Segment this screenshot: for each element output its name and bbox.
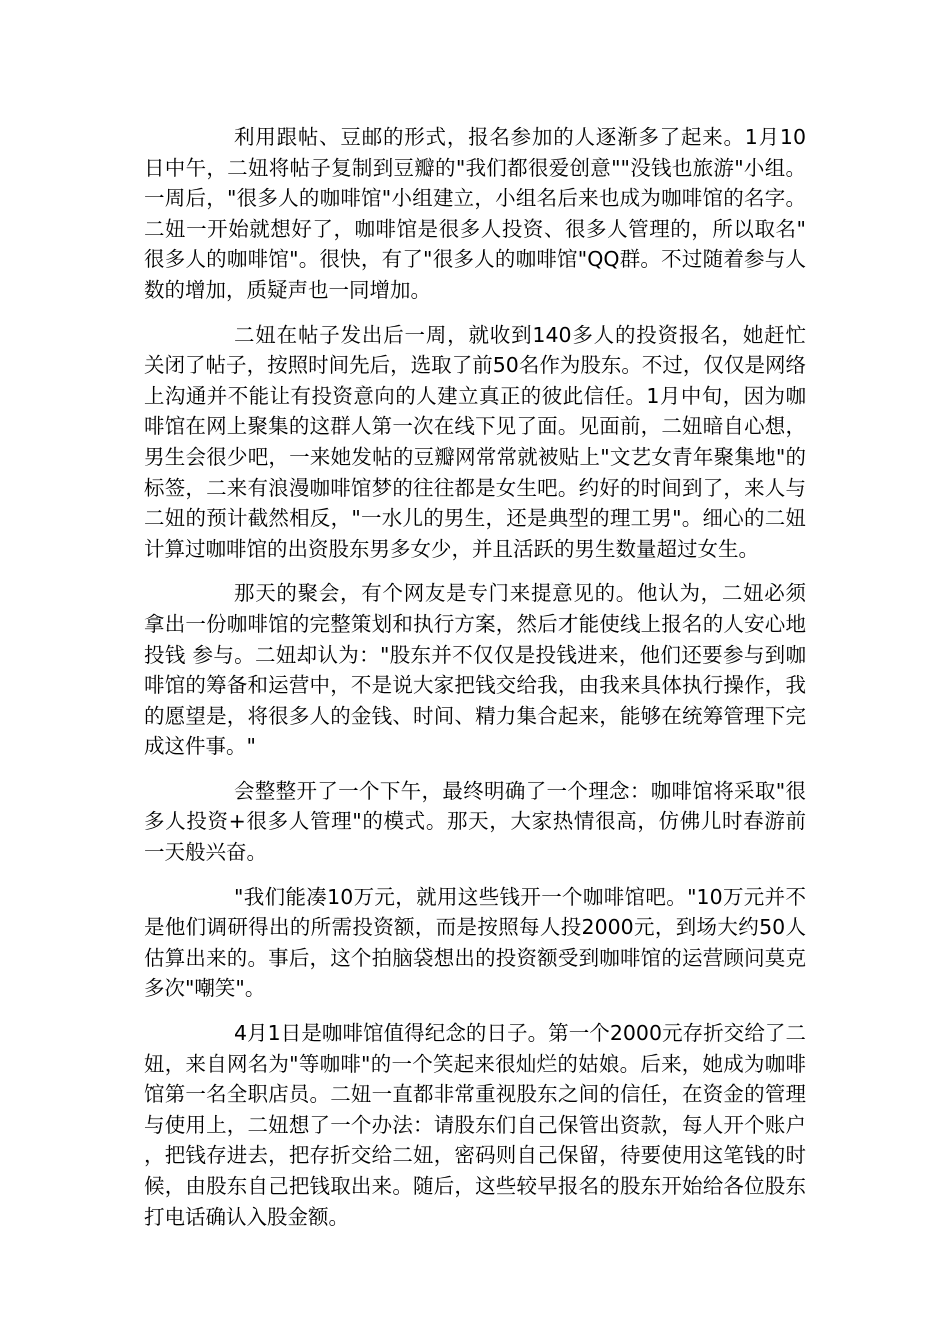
paragraph-4: 会整整开了一个下午，最终明确了一个理念：咖啡馆将采取"很多人投资+很多人管理"的模式。那天，大家热情很高，仿佛儿时春游前一天般兴奋。 bbox=[144, 778, 806, 865]
paragraph-5: "我们能凑10万元，就用这些钱开一个咖啡馆吧。"10万元并不是他们调研得出的所需投资额，而是按照每人投2000元，到场大约50人估算出来的。事后，这个拍脑袋想出的投资额受到咖啡馆的运营顾问莫克多次"嘲笑"。 bbox=[144, 884, 806, 1001]
paragraph-2: 二妞在帖子发出后一周，就收到140多人的投资报名，她赶忙关闭了帖子，按照时间先后，选取了前50名作为股东。不过，仅仅是网络上沟通并不能让有投资意向的人建立真正的彼此信任。1月中旬，因为咖啡馆在网上聚集的这群人第一次在线下见了面。见面前，二妞暗自心想，男生会很少吧，一来她发帖的豆瓣网常常就被贴上"文艺女青年聚集地"的标签，二来有浪漫咖啡馆梦的往往都是女生吧。约好的时间到了，来人与二妞的预计截然相反，"一水儿的男生，还是典型的理工男"。细心的二妞计算过咖啡馆的出资股东男多女少，并且活跃的男生数量超过女生。 bbox=[144, 322, 806, 561]
paragraph-6: 4月1日是咖啡馆值得纪念的日子。第一个2000元存折交给了二妞，来自网名为"等咖啡"的一个笑起来很灿烂的姑娘。后来，她成为咖啡馆第一名全职店员。二妞一直都非常重视股东之间的信任，在资金的管理与使用上，二妞想了一个办法：请股东们自己保管出资款，每人开个账户，把钱存进去，把存折交给二妞，密码则自己保留，待要使用这笔钱的时候，由股东自己把钱取出来。随后，这些较早报名的股东开始给各位股东打电话确认入股金额。 bbox=[144, 1021, 806, 1229]
document-body bbox=[144, 122, 806, 1246]
paragraph-3: 那天的聚会，有个网友是专门来提意见的。他认为，二妞必须拿出一份咖啡馆的完整策划和执行方案，然后才能使线上报名的人安心地投钱 参与。二妞却认为："股东并不仅仅是投钱进来，他们还要参与到咖啡馆的筹备和运营中，不是说大家把钱交给我，由我来具体执行操作，我的愿望是，将很多人的金钱、时间、精力集合起来，能够在统筹管理下完成这件事。" bbox=[144, 581, 806, 759]
paragraph-1: 利用跟帖、豆邮的形式，报名参加的人逐渐多了起来。1月10日中午，二妞将帖子复制到豆瓣的"我们都很爱创意""没钱也旅游"小组。一周后，"很多人的咖啡馆"小组建立，小组名后来也成为咖啡馆的名字。二妞一开始就想好了，咖啡馆是很多人投资、很多人管理的，所以取名"很多人的咖啡馆"。很快，有了"很多人的咖啡馆"QQ群。不过随着参与人数的增加，质疑声也一同增加。 bbox=[144, 125, 806, 302]
